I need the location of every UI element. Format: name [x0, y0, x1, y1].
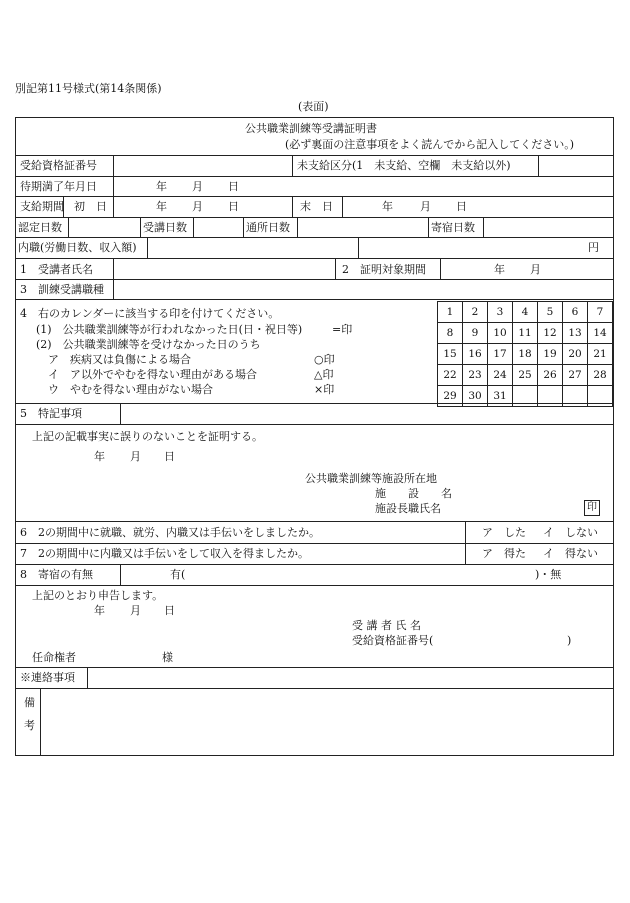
- calendar-day[interactable]: 7: [588, 302, 613, 323]
- side-job-label: 内職(労働日数、収入額): [18, 241, 137, 254]
- day-label: 日: [164, 604, 175, 617]
- calendar-day[interactable]: 21: [588, 344, 613, 365]
- remarks-label: 考: [24, 719, 35, 732]
- commute-days-label: 通所日数: [246, 221, 290, 234]
- no-training-days-text: (1) 公共職業訓練等が行われなかった日(日・祝日等): [36, 323, 303, 336]
- calendar-day[interactable]: 14: [588, 323, 613, 344]
- calendar-day[interactable]: 19: [538, 344, 563, 365]
- calendar-row: [438, 344, 613, 365]
- month-label: 月: [130, 450, 141, 463]
- answer-yes[interactable]: ア 得た: [482, 547, 526, 560]
- attended-days-label: 受講日数: [143, 221, 187, 234]
- answer-no[interactable]: イ しない: [543, 526, 598, 539]
- illness-mark: ○印: [314, 353, 335, 366]
- calendar-row: [438, 302, 613, 323]
- calendar-day[interactable]: 17: [488, 344, 513, 365]
- certified-days-label: 認定日数: [18, 221, 62, 234]
- first-day-label: 初 日: [74, 200, 107, 213]
- calendar-day[interactable]: 25: [513, 365, 538, 386]
- month-label: 月: [530, 263, 541, 276]
- declaration-statement: 上記のとおり申告します。: [32, 589, 164, 602]
- calendar-day[interactable]: 30: [463, 386, 488, 407]
- dormitory-yes[interactable]: 有(: [170, 568, 186, 581]
- unavoidable-text: イ ア以外でやむを得ない理由がある場合: [48, 368, 257, 381]
- calendar-day[interactable]: 15: [438, 344, 463, 365]
- facility-name-label: 施 設 名: [375, 487, 452, 500]
- year-label: 年: [94, 604, 105, 617]
- contact-notes-label: ※連絡事項: [20, 671, 75, 684]
- answer-no[interactable]: イ 得ない: [543, 547, 598, 560]
- unavoidable-mark: △印: [314, 368, 334, 381]
- calendar-day[interactable]: 28: [588, 365, 613, 386]
- training-type-label: 3 訓練受講職種: [20, 283, 104, 296]
- yen-label: 円: [588, 241, 599, 254]
- no-training-mark: =印: [332, 323, 353, 336]
- income-question: 7 2の期間中に内職又は手伝いをして収入を得ましたか。: [20, 547, 309, 560]
- bracket-close: ): [567, 634, 572, 647]
- calendar-day[interactable]: 13: [563, 323, 588, 344]
- calendar-day[interactable]: [563, 386, 588, 407]
- calendar-day[interactable]: 3: [488, 302, 513, 323]
- calendar-day[interactable]: [588, 386, 613, 407]
- answer-yes[interactable]: ア した: [482, 526, 526, 539]
- special-notes-label: 5 特記事項: [20, 407, 82, 420]
- calendar-day[interactable]: 8: [438, 323, 463, 344]
- month-label: 月: [192, 180, 203, 193]
- day-label: 日: [228, 200, 239, 213]
- calendar-row: [438, 365, 613, 386]
- unpaid-category-label: 未支給区分(1 未支給、空欄 未支給以外): [297, 159, 511, 172]
- calendar-day[interactable]: [513, 386, 538, 407]
- year-label: 年: [382, 200, 393, 213]
- benefit-id-label: 受給資格証番号: [20, 159, 97, 172]
- year-label: 年: [94, 450, 105, 463]
- calendar-day[interactable]: 11: [513, 323, 538, 344]
- front-side-label: (表面): [298, 100, 329, 113]
- month-label: 月: [130, 604, 141, 617]
- calendar-day[interactable]: 10: [488, 323, 513, 344]
- absent-days-text: (2) 公共職業訓練等を受けなかった日のうち: [36, 338, 261, 351]
- form-title: 公共職業訓練等受講証明書: [245, 122, 377, 135]
- appointer-label: 任命権者: [32, 651, 76, 664]
- day-label: 日: [456, 200, 467, 213]
- form-subtitle: (必ず裏面の注意事項をよく読んでから記入してください。): [285, 138, 575, 151]
- calendar-instruction: 4 右のカレンダーに該当する印を付けてください。: [20, 307, 280, 320]
- waiting-end-date-label: 待期満了年月日: [20, 180, 97, 193]
- certification-statement: 上記の記載事実に誤りのないことを証明する。: [32, 430, 263, 443]
- form-number: 別記第11号様式(第14条関係): [15, 82, 162, 95]
- calendar-day[interactable]: 26: [538, 365, 563, 386]
- calendar-grid: [437, 301, 613, 407]
- calendar-day[interactable]: 24: [488, 365, 513, 386]
- trainee-name-signature-label: 受 講 者 氏 名: [352, 619, 421, 632]
- year-label: 年: [156, 200, 167, 213]
- director-name-label: 施設長職氏名: [375, 502, 441, 515]
- calendar-day[interactable]: [538, 386, 563, 407]
- calendar-day[interactable]: 29: [438, 386, 463, 407]
- last-day-label: 末 日: [300, 200, 333, 213]
- seal-mark: 印: [584, 500, 600, 516]
- no-reason-mark: ×印: [314, 383, 335, 396]
- illness-text: ア 疾病又は負傷による場合: [48, 353, 191, 366]
- calendar-day[interactable]: 12: [538, 323, 563, 344]
- month-label: 月: [420, 200, 431, 213]
- calendar-day[interactable]: 20: [563, 344, 588, 365]
- year-label: 年: [156, 180, 167, 193]
- calendar-day[interactable]: 4: [513, 302, 538, 323]
- dormitory-label: 8 寄宿の有無: [20, 568, 93, 581]
- calendar-day[interactable]: 22: [438, 365, 463, 386]
- remarks-label: 備: [24, 696, 35, 709]
- dormitory-no[interactable]: )・無: [535, 568, 562, 581]
- calendar-row: [438, 386, 613, 407]
- year-label: 年: [494, 263, 505, 276]
- day-label: 日: [164, 450, 175, 463]
- calendar-day[interactable]: 23: [463, 365, 488, 386]
- dorm-days-label: 寄宿日数: [431, 221, 475, 234]
- payment-period-label: 支給期間: [20, 200, 64, 213]
- calendar-day[interactable]: 9: [463, 323, 488, 344]
- calendar-day[interactable]: 1: [438, 302, 463, 323]
- trainee-name-label: 1 受講者氏名: [20, 263, 93, 276]
- calendar-day[interactable]: 5: [538, 302, 563, 323]
- calendar-day[interactable]: 6: [563, 302, 588, 323]
- calendar-day[interactable]: 31: [488, 386, 513, 407]
- employment-question: 6 2の期間中に就職、就労、内職又は手伝いをしましたか。: [20, 526, 320, 539]
- calendar-day[interactable]: 27: [563, 365, 588, 386]
- calendar-day[interactable]: 18: [513, 344, 538, 365]
- month-label: 月: [192, 200, 203, 213]
- calendar-row: [438, 323, 613, 344]
- sama-label: 様: [162, 651, 173, 664]
- target-period-label: 2 証明対象期間: [342, 263, 426, 276]
- calendar-day[interactable]: 16: [463, 344, 488, 365]
- no-reason-text: ウ やむを得ない理由がない場合: [48, 383, 213, 396]
- facility-address-label: 公共職業訓練等施設所在地: [305, 472, 437, 485]
- calendar-day[interactable]: 2: [463, 302, 488, 323]
- day-label: 日: [228, 180, 239, 193]
- benefit-id-number-label: 受給資格証番号(: [352, 634, 434, 647]
